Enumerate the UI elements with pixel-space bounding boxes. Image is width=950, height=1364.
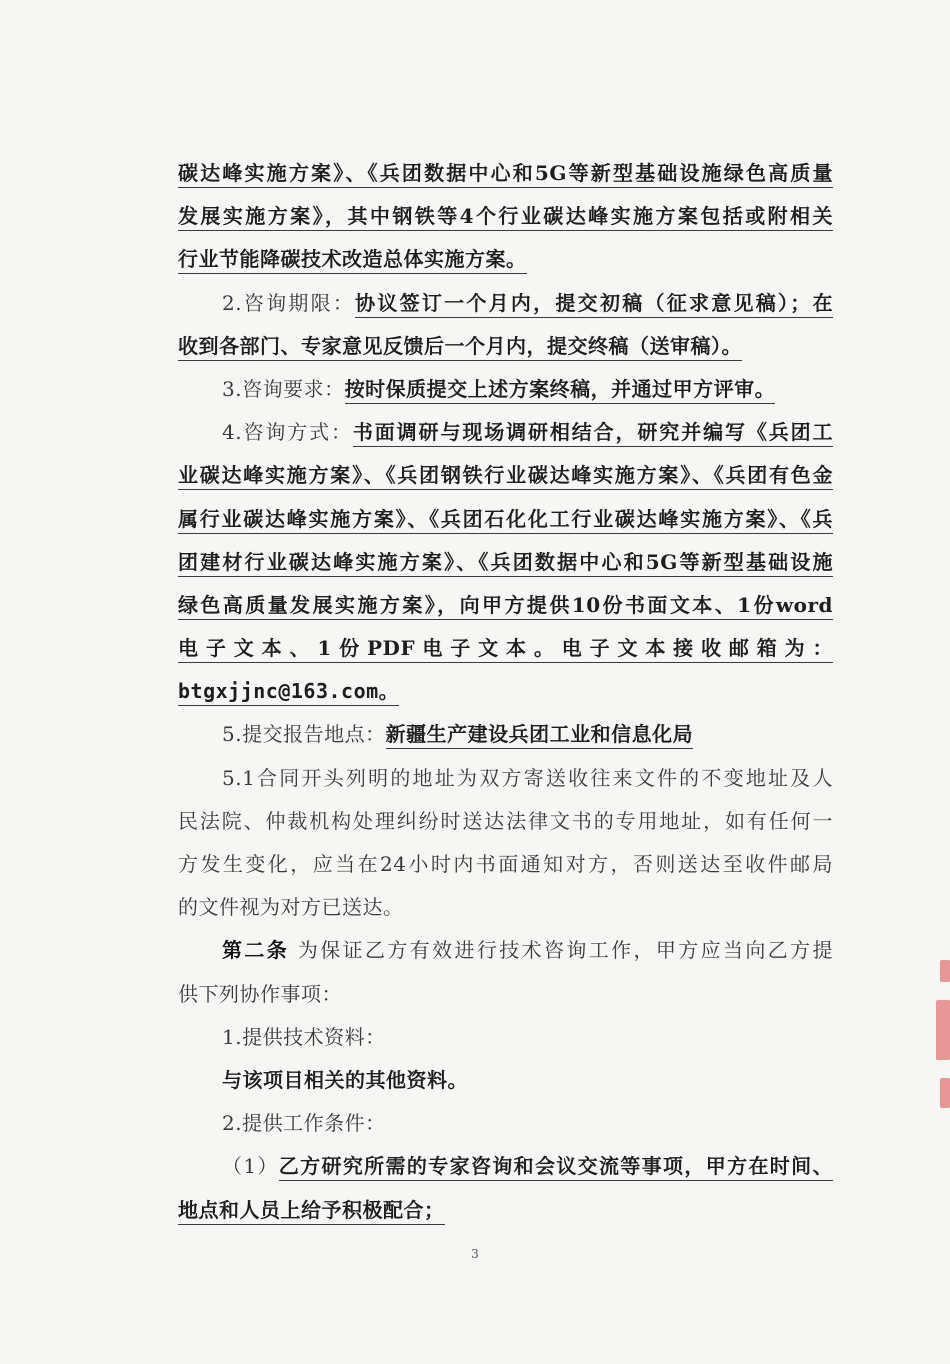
consult-requirement-line: 3.咨询要求：按时保质提交上述方案终稿，并通过甲方评审。 <box>178 368 833 411</box>
text-line-11: 绿色高质量发展实施方案》，向甲方提供10份书面文本、1份word <box>178 584 833 627</box>
text-line-15: 5.1合同开头列明的地址为双方寄送收往来文件的不变地址及人 <box>222 765 833 790</box>
text-line-10: 团建材行业碳达峰实施方案》、《兵团数据中心和5G等新型基础设施 <box>178 541 833 584</box>
consult-method-line: 4.咨询方式：书面调研与现场调研相结合，研究并编写《兵团工 <box>178 411 833 454</box>
text-line-5: 收到各部门、专家意见反馈后一个月内，提交终稿（送审稿）。 <box>178 325 833 368</box>
text-line-16: 民法院、仲裁机构处理纠纷时送达法律文书的专用地址，如有任何一 <box>178 808 833 833</box>
seal-stamp-edge <box>932 960 950 1120</box>
text-line-21: 1.提供技术资料： <box>222 1024 386 1049</box>
report-location-line: 5.提交报告地点：新疆生产建设兵团工业和信息化局 <box>178 713 833 756</box>
article-two-line: 第二条 为保证乙方有效进行技术咨询工作，甲方应当向乙方提 <box>222 938 833 963</box>
text-line-8: 业碳达峰实施方案》、《兵团钢铁行业碳达峰实施方案》、《兵团有色金 <box>178 454 833 497</box>
text-line-9: 属行业碳达峰实施方案》、《兵团石化化工行业碳达峰实施方案》、《兵 <box>178 498 833 541</box>
text-line-1: 碳达峰实施方案》、《兵团数据中心和5G等新型基础设施绿色高质量 <box>178 152 833 195</box>
email-line: btgxjjnc@163.com。 <box>178 670 833 713</box>
text-line-23: 2.提供工作条件： <box>222 1111 386 1136</box>
text-line-22: 与该项目相关的其他资料。 <box>222 1067 468 1092</box>
document-body <box>178 152 833 1232</box>
text-line-12: 电子文本、1份PDF电子文本。电子文本接收邮箱为： <box>178 627 833 670</box>
text-line-25: 地点和人员上给予积极配合； <box>178 1189 833 1232</box>
page-number: 3 <box>471 1247 479 1261</box>
text-line-3: 行业节能降碳技术改造总体实施方案。 <box>178 238 833 281</box>
consult-period-line: 2.咨询期限：协议签订一个月内，提交初稿（征求意见稿）；在 <box>178 282 833 325</box>
text-line-2: 发展实施方案》，其中钢铁等4个行业碳达峰实施方案包括或附相关 <box>178 195 833 238</box>
text-line-18: 的文件视为对方已送达。 <box>178 895 404 920</box>
text-line-24: （1）乙方研究所需的专家咨询和会议交流等事项，甲方在时间、 <box>178 1145 833 1188</box>
text-line-20: 供下列协作事项： <box>178 981 342 1006</box>
text-line-17: 方发生变化，应当在24小时内书面通知对方，否则送达至收件邮局 <box>178 852 833 876</box>
